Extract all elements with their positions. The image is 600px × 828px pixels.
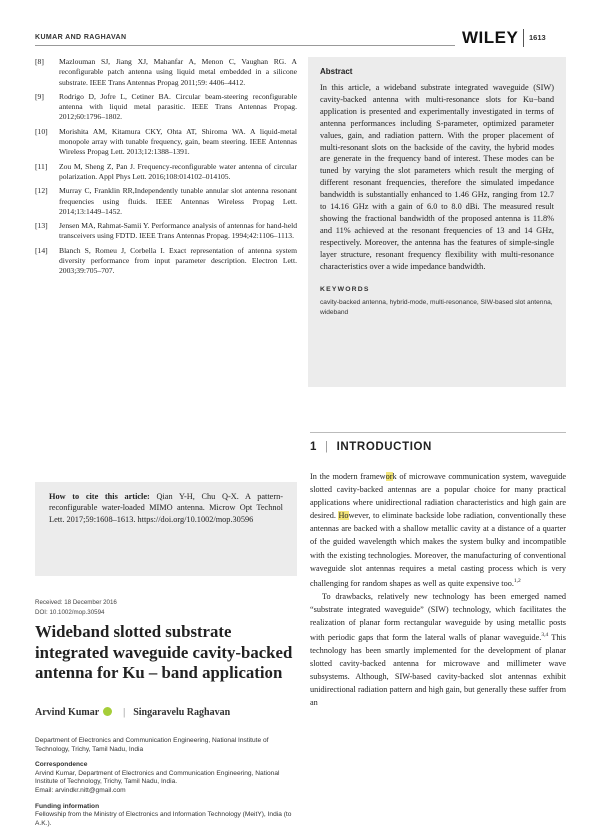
section-divider: | [325, 441, 329, 453]
affiliation-block [35, 737, 297, 828]
reference-number: [8] [35, 57, 44, 66]
reference-text: Jensen MA, Rahmat-Samii Y. Performance analysis of antennas for hand-held transceivers using FDTD. IEEE Trans Antennas Propag. 1994;42:1106–1113. [59, 221, 297, 241]
reference-number: [9] [35, 91, 44, 101]
author-name[interactable]: Singaravelu Raghavan [133, 707, 231, 718]
text-run: k of microwave communication system, waveguide slotted cavity-backed antennas are a popular choice for many practical applications where unidirectional radiation characteristics and high gain are desired. [310, 472, 566, 521]
reference-number: [10] [35, 126, 48, 136]
cite-label: How to cite this article: [49, 492, 150, 501]
reference-item [35, 246, 297, 277]
section-title: INTRODUCTION [336, 441, 432, 453]
received-date: Received: 18 December 2016 [35, 599, 117, 606]
affiliation-text: Department of Electronics and Communication Engineering, National Institute of Technology, Trichy, Tamil Nadu, India [35, 737, 269, 753]
page-number: 1613 [529, 33, 546, 42]
article-title: Wideband slotted substrate integrated waveguide cavity-backed antenna for Ku – band application [35, 622, 293, 682]
correspondence-text: Arvind Kumar, Department of Electronics and Communication Engineering, National Institute of Technology, Trichy, Tamil Nadu, India. [35, 769, 280, 786]
email-link[interactable]: Email: arvindkr.nitt@gmail.com [35, 786, 126, 794]
reference-item [35, 92, 297, 123]
highlighted-text: or [385, 472, 393, 481]
reference-list [35, 57, 297, 281]
introduction-body [310, 470, 566, 709]
citation-superscript[interactable]: 3,4 [541, 631, 549, 638]
reference-text: Rodrigo D, Jofre L, Cetiner BA. Circular beam-steering reconfigurable antenna with liquid metal parasitic. IEEE Trans Antennas Propag. 2012;60:1796–1802. [59, 91, 297, 122]
cite-box [35, 482, 297, 576]
section-rule [310, 432, 566, 433]
author-name[interactable]: Arvind Kumar [35, 707, 100, 718]
reference-number: [11] [35, 161, 48, 171]
reference-number: [14] [35, 245, 48, 255]
orcid-icon[interactable] [103, 707, 112, 716]
publisher-logo: WILEY [462, 28, 519, 47]
highlighted-text: Ho [338, 511, 349, 521]
citation-superscript[interactable]: 1,2 [513, 577, 521, 584]
reference-item [35, 127, 297, 158]
cite-body: Qian Y-H, Chu Q-X. A pattern-reconfigurable water-loaded MIMO antenna. Microw Opt Technol Lett. 2017;59:1608–1613. https://doi.org/10.1002/mop.30596 [49, 492, 283, 524]
funding-label: Funding information [35, 802, 100, 810]
reference-item [35, 57, 297, 88]
reference-text: Mazlouman SJ, Jiang XJ, Mahanfar A, Menon C, Vaughan RG. A reconfigurable patch antenna using liquid metal embedded in a silicone substrate. IEEE Trans Antennas Propag 2011;59: 4406–4412. [59, 57, 297, 87]
keywords-heading: KEYWORDS [320, 285, 370, 293]
header-rule [35, 45, 455, 46]
text-run: This technology has been smartly implemented for the development of planar slotted cavity-backed antenna for microwave and millimeter wave subsystems. Although, SIW-based cavity-backed slot antennas exhibit unidirectional radiation pattern and high gain, but generally these suffer from an [310, 632, 566, 708]
reference-item [35, 221, 297, 242]
reference-item [35, 162, 297, 183]
text-run: To drawbacks, relatively new technology has been emerged named “substrate integrated waveguide” (SIW) technology, which facilitates the realization of planar form rectangular waveguide by using metallic posts with periodic gaps that form the lateral walls of planar waveguide. [310, 591, 566, 642]
reference-item [35, 186, 297, 217]
header-divider [523, 29, 524, 47]
section-heading [310, 441, 432, 453]
section-number: 1 [310, 441, 317, 453]
running-header-authors: KUMAR AND RAGHAVAN [35, 34, 127, 41]
reference-number: [12] [35, 186, 48, 196]
paragraph [310, 590, 566, 710]
text-run: wever, to eliminate backside lobe radiation, conventionally these antennas are backed with a shallow metallic cavity at a distance of a quarter of the guided wavelength which makes the system bulky and incompatible with the existing technologies. Moreover, the manufacturing of conventional waveguide slot antennas requires a metal casting process which is very challenging for random shapes as well as quite expensive too. [310, 511, 566, 588]
text-run: In the modern framew [310, 472, 386, 481]
abstract-box [308, 57, 566, 387]
author-line [35, 707, 230, 718]
reference-text: Zou M, Sheng Z, Pan J. Frequency-reconfigurable water antenna of circular polarization. Appl Phys Lett. 2016;108:014102–014105. [59, 161, 297, 181]
reference-text: Murray C, Franklin RR,Independently tunable annular slot antenna resonant frequencies using fluids. IEEE Antennas Wireless Propag Lett. 2014;13:1449–1452. [59, 186, 297, 216]
paragraph [310, 470, 566, 590]
keywords-text: cavity-backed antenna, hybrid-mode, multi-resonance, SIW-based slot antenna, wideband [320, 298, 553, 316]
funding-text: Fellowship from the Ministry of Electronics and Information Technology (MeitY), India (to A.K.). [35, 811, 292, 827]
abstract-heading: Abstract [320, 67, 353, 76]
reference-text: Blanch S, Romeu J, Corbella I. Exact representation of antenna system diversity performance from input parameter description. Electron Lett. 2003;39:705–707. [59, 245, 297, 276]
author-separator: | [123, 707, 126, 718]
correspondence-label: Correspondence [35, 761, 88, 769]
reference-text: Morishita AM, Kitamura CKY, Ohta AT, Shiroma WA. A liquid-metal monopole array with tunable frequency, gain, beam steering. IEEE Antennas Wireless Propag Lett. 2013;12:1388–1391. [59, 126, 297, 157]
abstract-text: In this article, a wideband substrate integrated waveguide (SIW) cavity-backed antenna with multi-resonance slots for Ku−band application is presented and experimentally investigated in terms of antenna performances including S-parameter, optimized parameter values, gain, and radiation pattern. With the proper placement of multi-resonant slots on the backside of the cavity, the hybrid modes are generate in the frequency band of interest. These modes can be tuned by varying the slot parameters which result the merging of different resonant frequencies, therefore the simulated impedance bandwidth is substantially enhanced to 1.46 GHz, ranging from 12.7 to 14.16 GHz with a gain of 6.0 to 8.0 dBi. The measured result showing the fractional bandwidth of the proposed antenna is 11.8% and 11% achieved at the resonant frequencies of 13 and 14 GHz, respectively. Moreover, the antenna has the features of simple-single layer structure, resonant frequency flexibility with multi-resonance characteristics over a wide impedance bandwidth. [320, 83, 554, 271]
cite-text [35, 482, 297, 525]
doi-link[interactable]: DOI: 10.1002/mop.30594 [35, 609, 105, 616]
reference-number: [13] [35, 221, 48, 231]
